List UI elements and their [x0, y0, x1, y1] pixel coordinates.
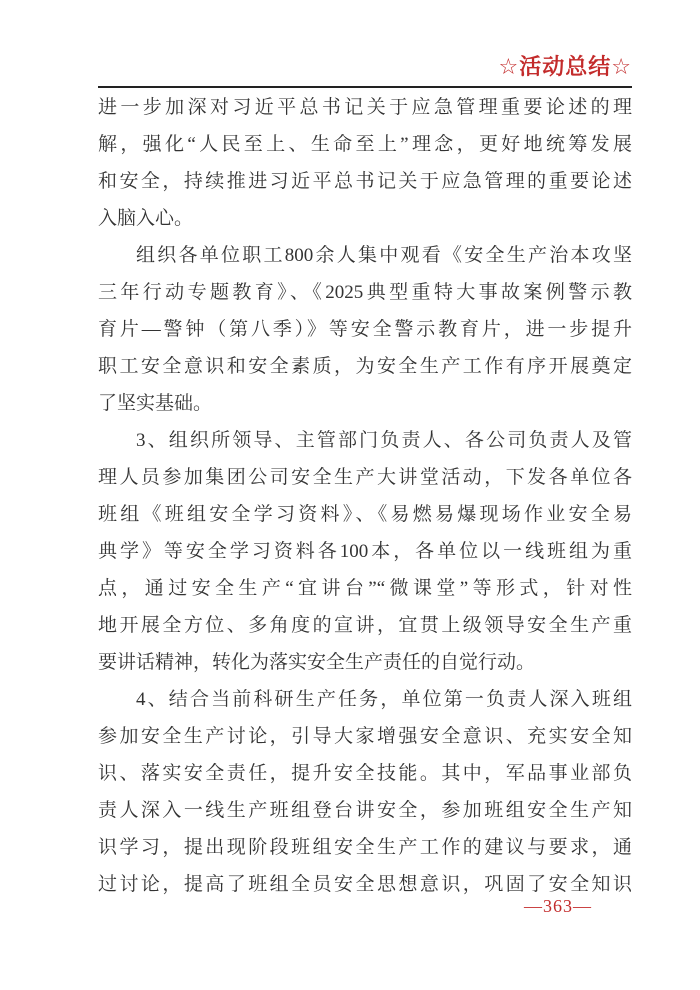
text-line: 育片—警钟（第八季）》等安全警示教育片，进一步提升 — [98, 319, 632, 340]
text-line: 点，通过安全生产“宜讲台”“微课堂”等形式，针对性 — [98, 578, 632, 599]
text-line: 参加安全生产讨论，引导大家增强安全意识、充实安全知 — [98, 726, 632, 747]
text-line: 责人深入一线生产班组登台讲安全，参加班组安全生产知 — [98, 800, 632, 821]
text-line: 理人员参加集团公司安全生产大讲堂活动，下发各单位各 — [98, 467, 632, 488]
text-line: 职工安全意识和安全素质，为安全生产工作有序开展奠定 — [98, 356, 632, 377]
text-line: 地开展全方位、多角度的宣讲，宜贯上级领导安全生产重 — [98, 615, 632, 636]
page-number: —363— — [524, 896, 592, 916]
text-line: 解，强化“人民至上、生命至上”理念，更好地统筹发展 — [98, 134, 632, 155]
text-line: 4、结合当前科研生产任务，单位第一负责人深入班组 — [136, 689, 632, 710]
text-line: 组织各单位职工800余人集中观看《安全生产治本攻坚 — [136, 245, 632, 266]
text-line: 识、落实安全责任，提升安全技能。其中，军品事业部负 — [98, 763, 632, 784]
text-line: 三年行动专题教育》、《2025典型重特大事故案例警示教 — [98, 282, 632, 303]
page-header-title: ☆活动总结☆ — [498, 54, 632, 79]
text-line: 典学》等安全学习资料各100本，各单位以一线班组为重 — [98, 541, 632, 562]
text-line: 识学习，提出现阶段班组安全生产工作的建议与要求，通 — [98, 837, 632, 858]
text-line: 入脑入心。 — [98, 208, 194, 229]
text-line: 3、组织所领导、主管部门负责人、各公司负责人及管 — [136, 430, 632, 451]
text-line: 过讨论，提高了班组全员安全思想意识，巩固了安全知识 — [98, 874, 632, 895]
text-line: 班组《班组安全学习资料》、《易燃易爆现场作业安全易 — [98, 504, 632, 525]
text-line: 了坚实基础。 — [98, 393, 213, 414]
text-line: 和安全，持续推进习近平总书记关于应急管理的重要论述 — [98, 171, 632, 192]
text-line: 进一步加深对习近平总书记关于应急管理重要论述的理 — [98, 97, 632, 118]
header-rule — [98, 86, 632, 88]
document-body — [98, 89, 632, 903]
text-line: 要讲话精神，转化为落实安全生产责任的自觉行动。 — [98, 652, 536, 673]
